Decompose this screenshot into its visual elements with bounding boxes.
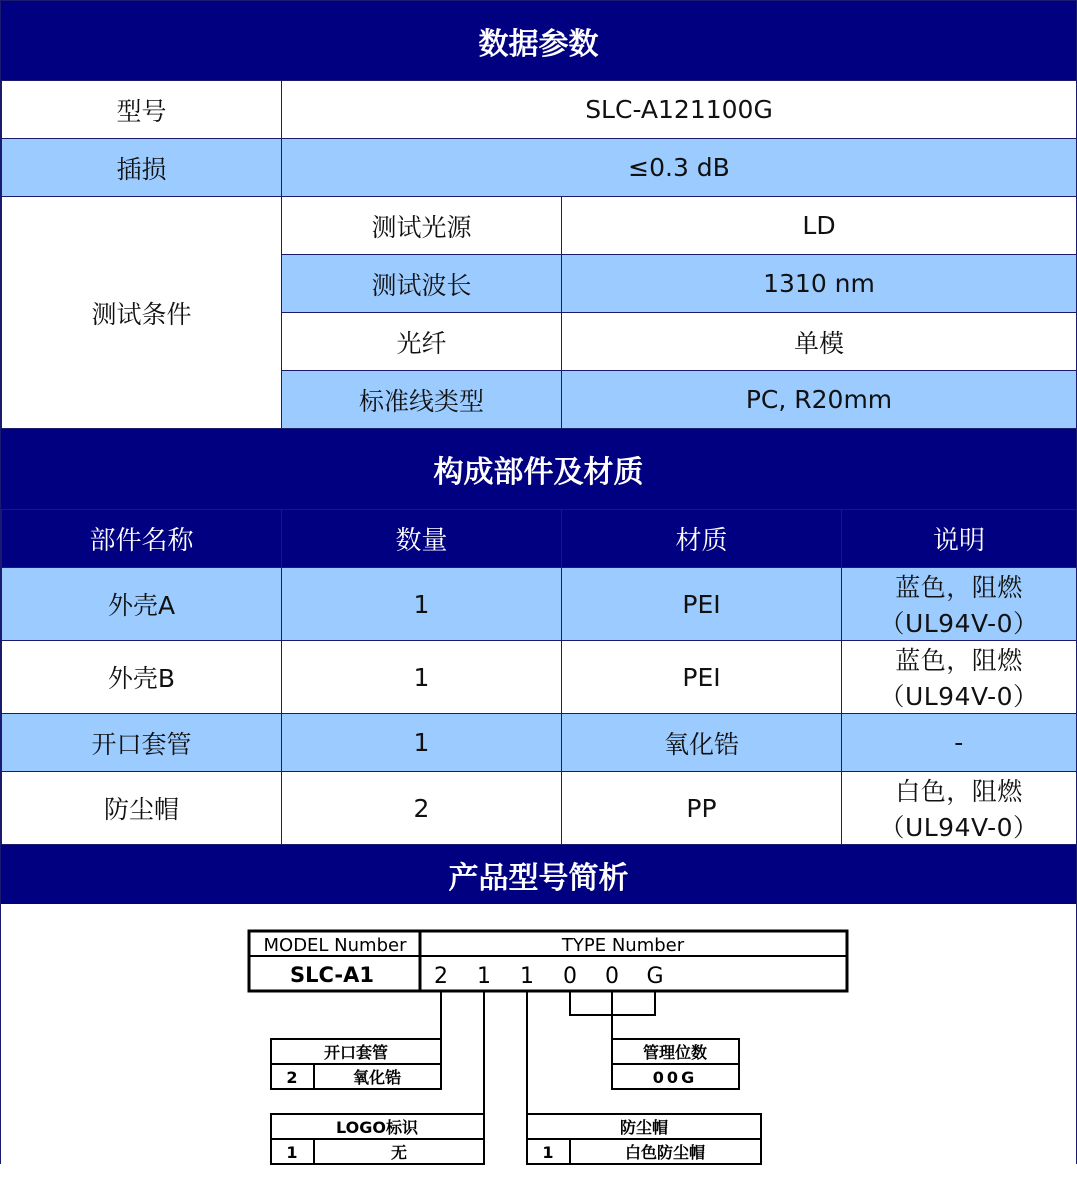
table-row [2,714,1077,772]
component-material: 氧化锆 [562,714,842,772]
test-row-label: 标准线类型 [282,371,562,429]
section-title: 产品型号简析 [448,860,629,896]
component-name: 开口套管 [2,714,282,772]
section-header-components [1,429,1076,509]
component-note: - [842,714,1077,772]
test-row-label: 光纤 [282,313,562,371]
component-qty: 2 [282,772,562,845]
tube-title: 管理位数 [642,1043,708,1062]
column-header: 部件名称 [2,510,282,568]
logo-code: 1 [286,1143,298,1162]
test-row-value: 1310 nm [562,255,1077,313]
type-number-label: TYPE Number [561,935,685,956]
model-value: SLC-A1 [290,963,374,987]
test-row-label: 测试光源 [282,197,562,255]
type-digit: 0 [605,964,619,989]
component-note: 白色，阻燃（UL94V-0） [842,772,1077,845]
test-row-label: 测试波长 [282,255,562,313]
component-name: 防尘帽 [2,772,282,845]
table-row [2,772,1077,845]
loss-label: 插损 [2,139,282,197]
component-note: 蓝色，阻燃（UL94V-0） [842,641,1077,714]
column-header: 材质 [562,510,842,568]
test-row-value: LD [562,197,1077,255]
component-name: 外壳A [2,568,282,641]
loss-value: ≤0.3 dB [282,139,1077,197]
logo-title: LOGO标识 [336,1118,418,1137]
section-header-model-analysis [1,845,1076,904]
model-value: SLC-A121100G [282,81,1077,139]
component-qty: 1 [282,714,562,772]
cap-title: 防尘帽 [619,1118,669,1137]
test-conditions-label: 测试条件 [2,197,282,429]
component-material: PEI [562,641,842,714]
component-material: PEI [562,568,842,641]
logo-desc: 无 [390,1143,408,1162]
test-row-value: PC, R20mm [562,371,1077,429]
section-header-parameters [1,1,1076,80]
sleeve-desc: 氧化锆 [352,1068,402,1087]
component-note: 蓝色，阻燃（UL94V-0） [842,568,1077,641]
model-breakdown-svg [1,904,1076,1198]
cap-code: 1 [542,1143,554,1162]
model-number-label: MODEL Number [263,935,407,956]
components-table [1,509,1077,845]
component-qty: 1 [282,568,562,641]
column-header: 说明 [842,510,1077,568]
test-row-value: 单模 [562,313,1077,371]
sleeve-title: 开口套管 [323,1043,389,1062]
component-qty: 1 [282,641,562,714]
type-digit: 2 [434,964,448,989]
table-row [2,568,1077,641]
section-title: 数据参数 [478,26,599,62]
component-name: 外壳B [2,641,282,714]
component-material: PP [562,772,842,845]
type-digit: 1 [477,964,491,989]
table-row [2,641,1077,714]
sleeve-code: 2 [286,1068,298,1087]
model-number-diagram [1,904,1076,1198]
column-header: 数量 [282,510,562,568]
section-title: 构成部件及材质 [433,455,644,490]
cap-desc: 白色防尘帽 [624,1143,706,1162]
parameters-table [1,80,1077,429]
type-digit: 0 [563,964,577,989]
tube-value: 00G [652,1068,698,1087]
model-label: 型号 [2,81,282,139]
type-digit: G [646,964,664,989]
type-digit: 1 [520,964,534,989]
